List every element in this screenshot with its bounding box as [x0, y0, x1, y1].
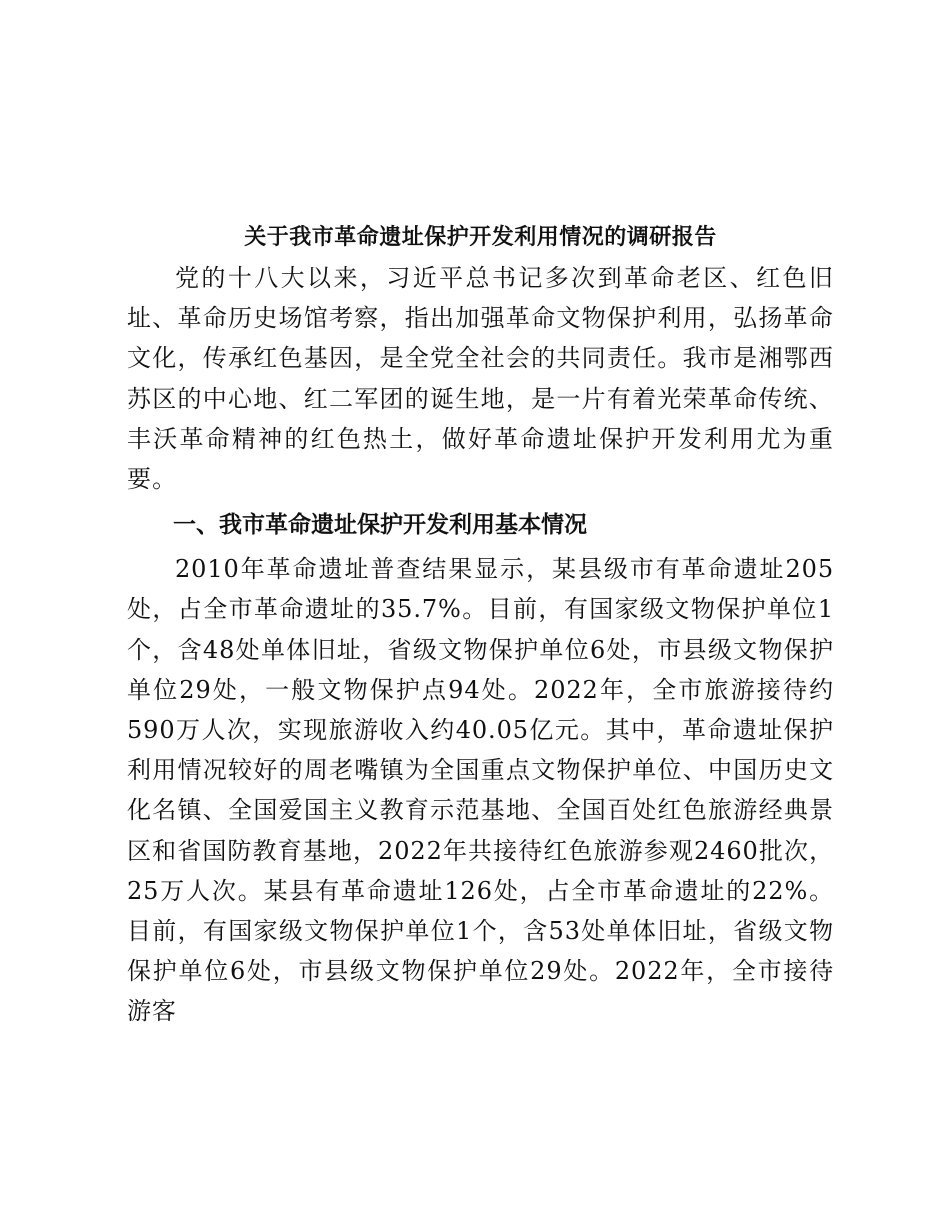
intro-paragraph: 党的十八大以来，习近平总书记多次到革命老区、红色旧址、革命历史场馆考察，指出加强革命文物保护利用，弘扬革命文化，传承红色基因，是全党全社会的共同责任。我市是湘鄂西苏区的中心地、红二军团的诞生地，是一片有着光荣革命传统、丰沃革命精神的红色热土，做好革命遗址保护开发利用尤为重要。: [127, 264, 834, 494]
document-title: 关于我市革命遗址保护开发利用情况的调研报告: [244, 224, 717, 250]
document-body: [127, 218, 834, 1032]
section-heading: 一、我市革命遗址保护开发利用基本情况: [173, 512, 587, 539]
body-paragraph: 2010年革命遗址普查结果显示，某县级市有革命遗址205处，占全市革命遗址的35.7%。目前，有国家级文物保护单位1个，含48处单体旧址，省级文物保护单位6处，市县级文物保护单位29处，一般文物保护点94处。2022年，全市旅游接待约590万人次，实现旅游收入约40.05亿元。其中，革命遗址保护利用情况较好的周老嘴镇为全国重点文物保护单位、中国历史文化名镇、全国爱国主义教育示范基地、全国百处红色旅游经典景区和省国防教育基地，2022年共接待红色旅游参观2460批次，25万人次。某县有革命遗址126处，占全市革命遗址的22%。目前，有国家级文物保护单位1个，含53处单体旧址，省级文物保护单位6处，市县级文物保护单位29处。2022年，全市接待游客: [127, 555, 834, 1026]
